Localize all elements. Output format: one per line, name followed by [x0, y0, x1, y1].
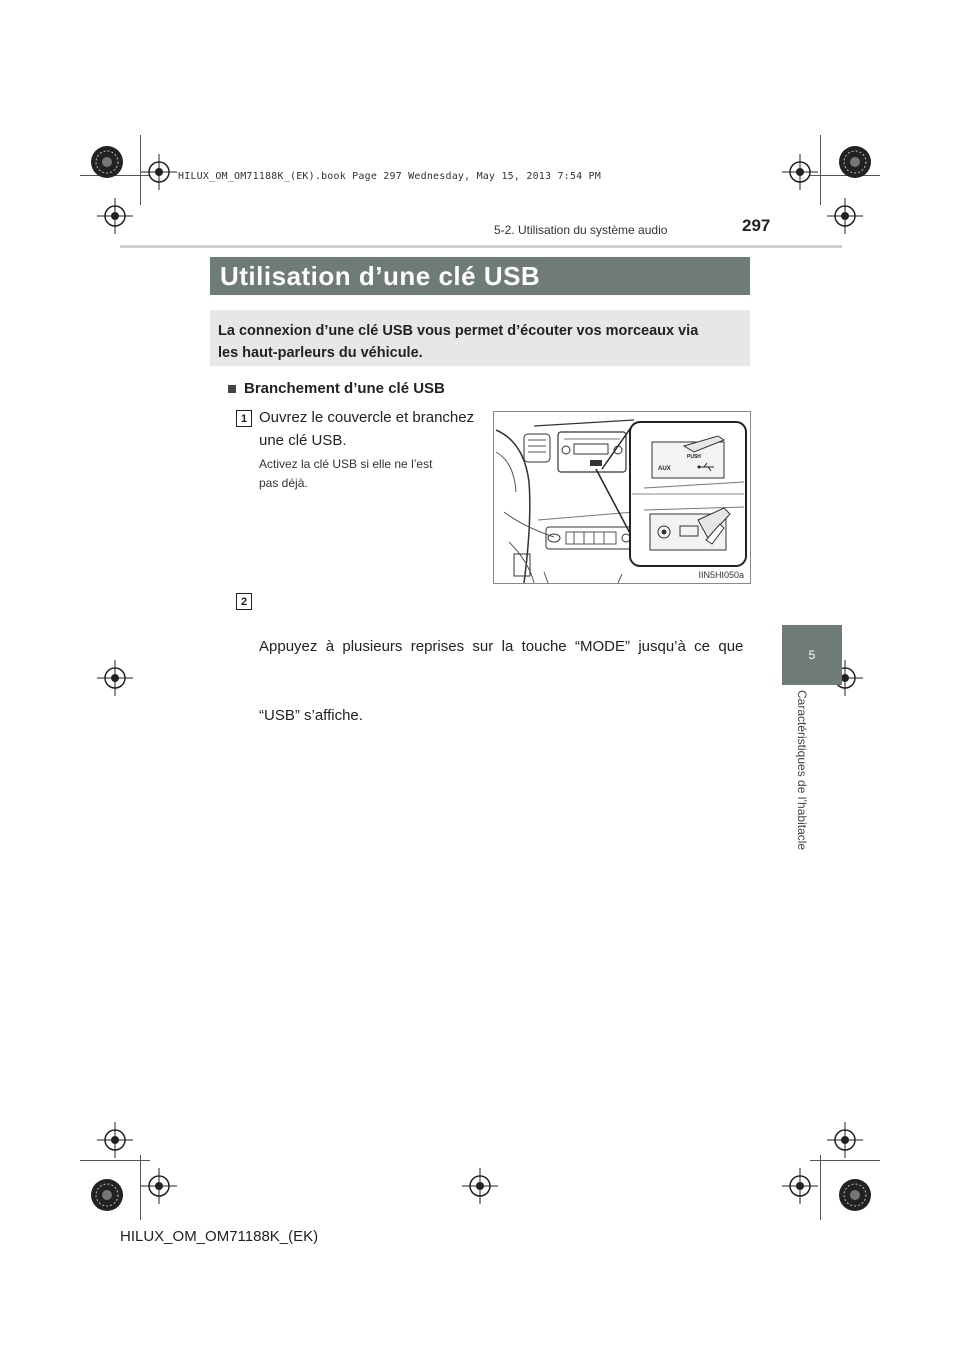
print-target-icon [90, 145, 124, 179]
print-target-icon [838, 145, 872, 179]
step-text [259, 589, 749, 750]
intro-line: La connexion d’une clé USB vous permet d’écouter vos morceaux via [218, 323, 699, 339]
registration-mark-icon [141, 154, 177, 190]
page-title [210, 257, 750, 295]
registration-mark-icon [141, 1168, 177, 1204]
intro-box [210, 310, 750, 366]
subsection-heading [228, 380, 445, 397]
registration-mark-icon [97, 198, 133, 234]
chapter-tab [782, 625, 842, 685]
registration-mark-icon [462, 1168, 498, 1204]
registration-mark-icon [782, 1168, 818, 1204]
figure-code: IIN5HI050a [698, 570, 744, 580]
registration-mark-icon [827, 1122, 863, 1158]
chapter-number: 5 [808, 648, 816, 662]
square-bullet-icon [228, 385, 236, 393]
registration-mark-icon [827, 198, 863, 234]
dashboard-drawing-icon [494, 412, 750, 583]
note-line: Activez la clé USB si elle ne l’est [259, 457, 433, 471]
print-info: HILUX_OM_OM71188K_(EK).book Page 297 Wednesday, May 15, 2013 7:54 PM [178, 171, 601, 182]
aux-label: AUX [658, 466, 671, 472]
push-label: PUSH [687, 454, 701, 460]
registration-mark-icon [97, 1122, 133, 1158]
step-badge: 2 [236, 593, 252, 610]
footer-code: HILUX_OM_OM71188K_(EK) [120, 1228, 319, 1245]
chapter-title: Caractéristiques de l’habitacle [795, 690, 809, 851]
print-target-icon [838, 1178, 872, 1212]
step-badge: 1 [236, 410, 252, 427]
registration-mark-icon [97, 660, 133, 696]
note-line: pas déjà. [259, 476, 308, 490]
section-path: 5-2. Utilisation du système audio [494, 223, 668, 237]
step-note [259, 455, 481, 493]
intro-line: les haut-parleurs du véhicule. [218, 345, 423, 361]
step-text [259, 406, 474, 452]
usb-port-illustration [493, 411, 751, 584]
step-line: “USB” s’affiche. [259, 707, 363, 724]
print-target-icon [90, 1178, 124, 1212]
page-number: 297 [742, 216, 771, 235]
header-rule [120, 245, 842, 248]
step-line: une clé USB. [259, 432, 347, 449]
step-line: Ouvrez le couvercle et branchez [259, 409, 475, 426]
step-line: Appuyez à plusieurs reprises sur la touche “MODE” jusqu’à ce que [259, 638, 744, 655]
subsection-title: Branchement d’une clé USB [244, 380, 445, 397]
page-title-text: Utilisation d’une clé USB [220, 260, 541, 291]
registration-mark-icon [782, 154, 818, 190]
